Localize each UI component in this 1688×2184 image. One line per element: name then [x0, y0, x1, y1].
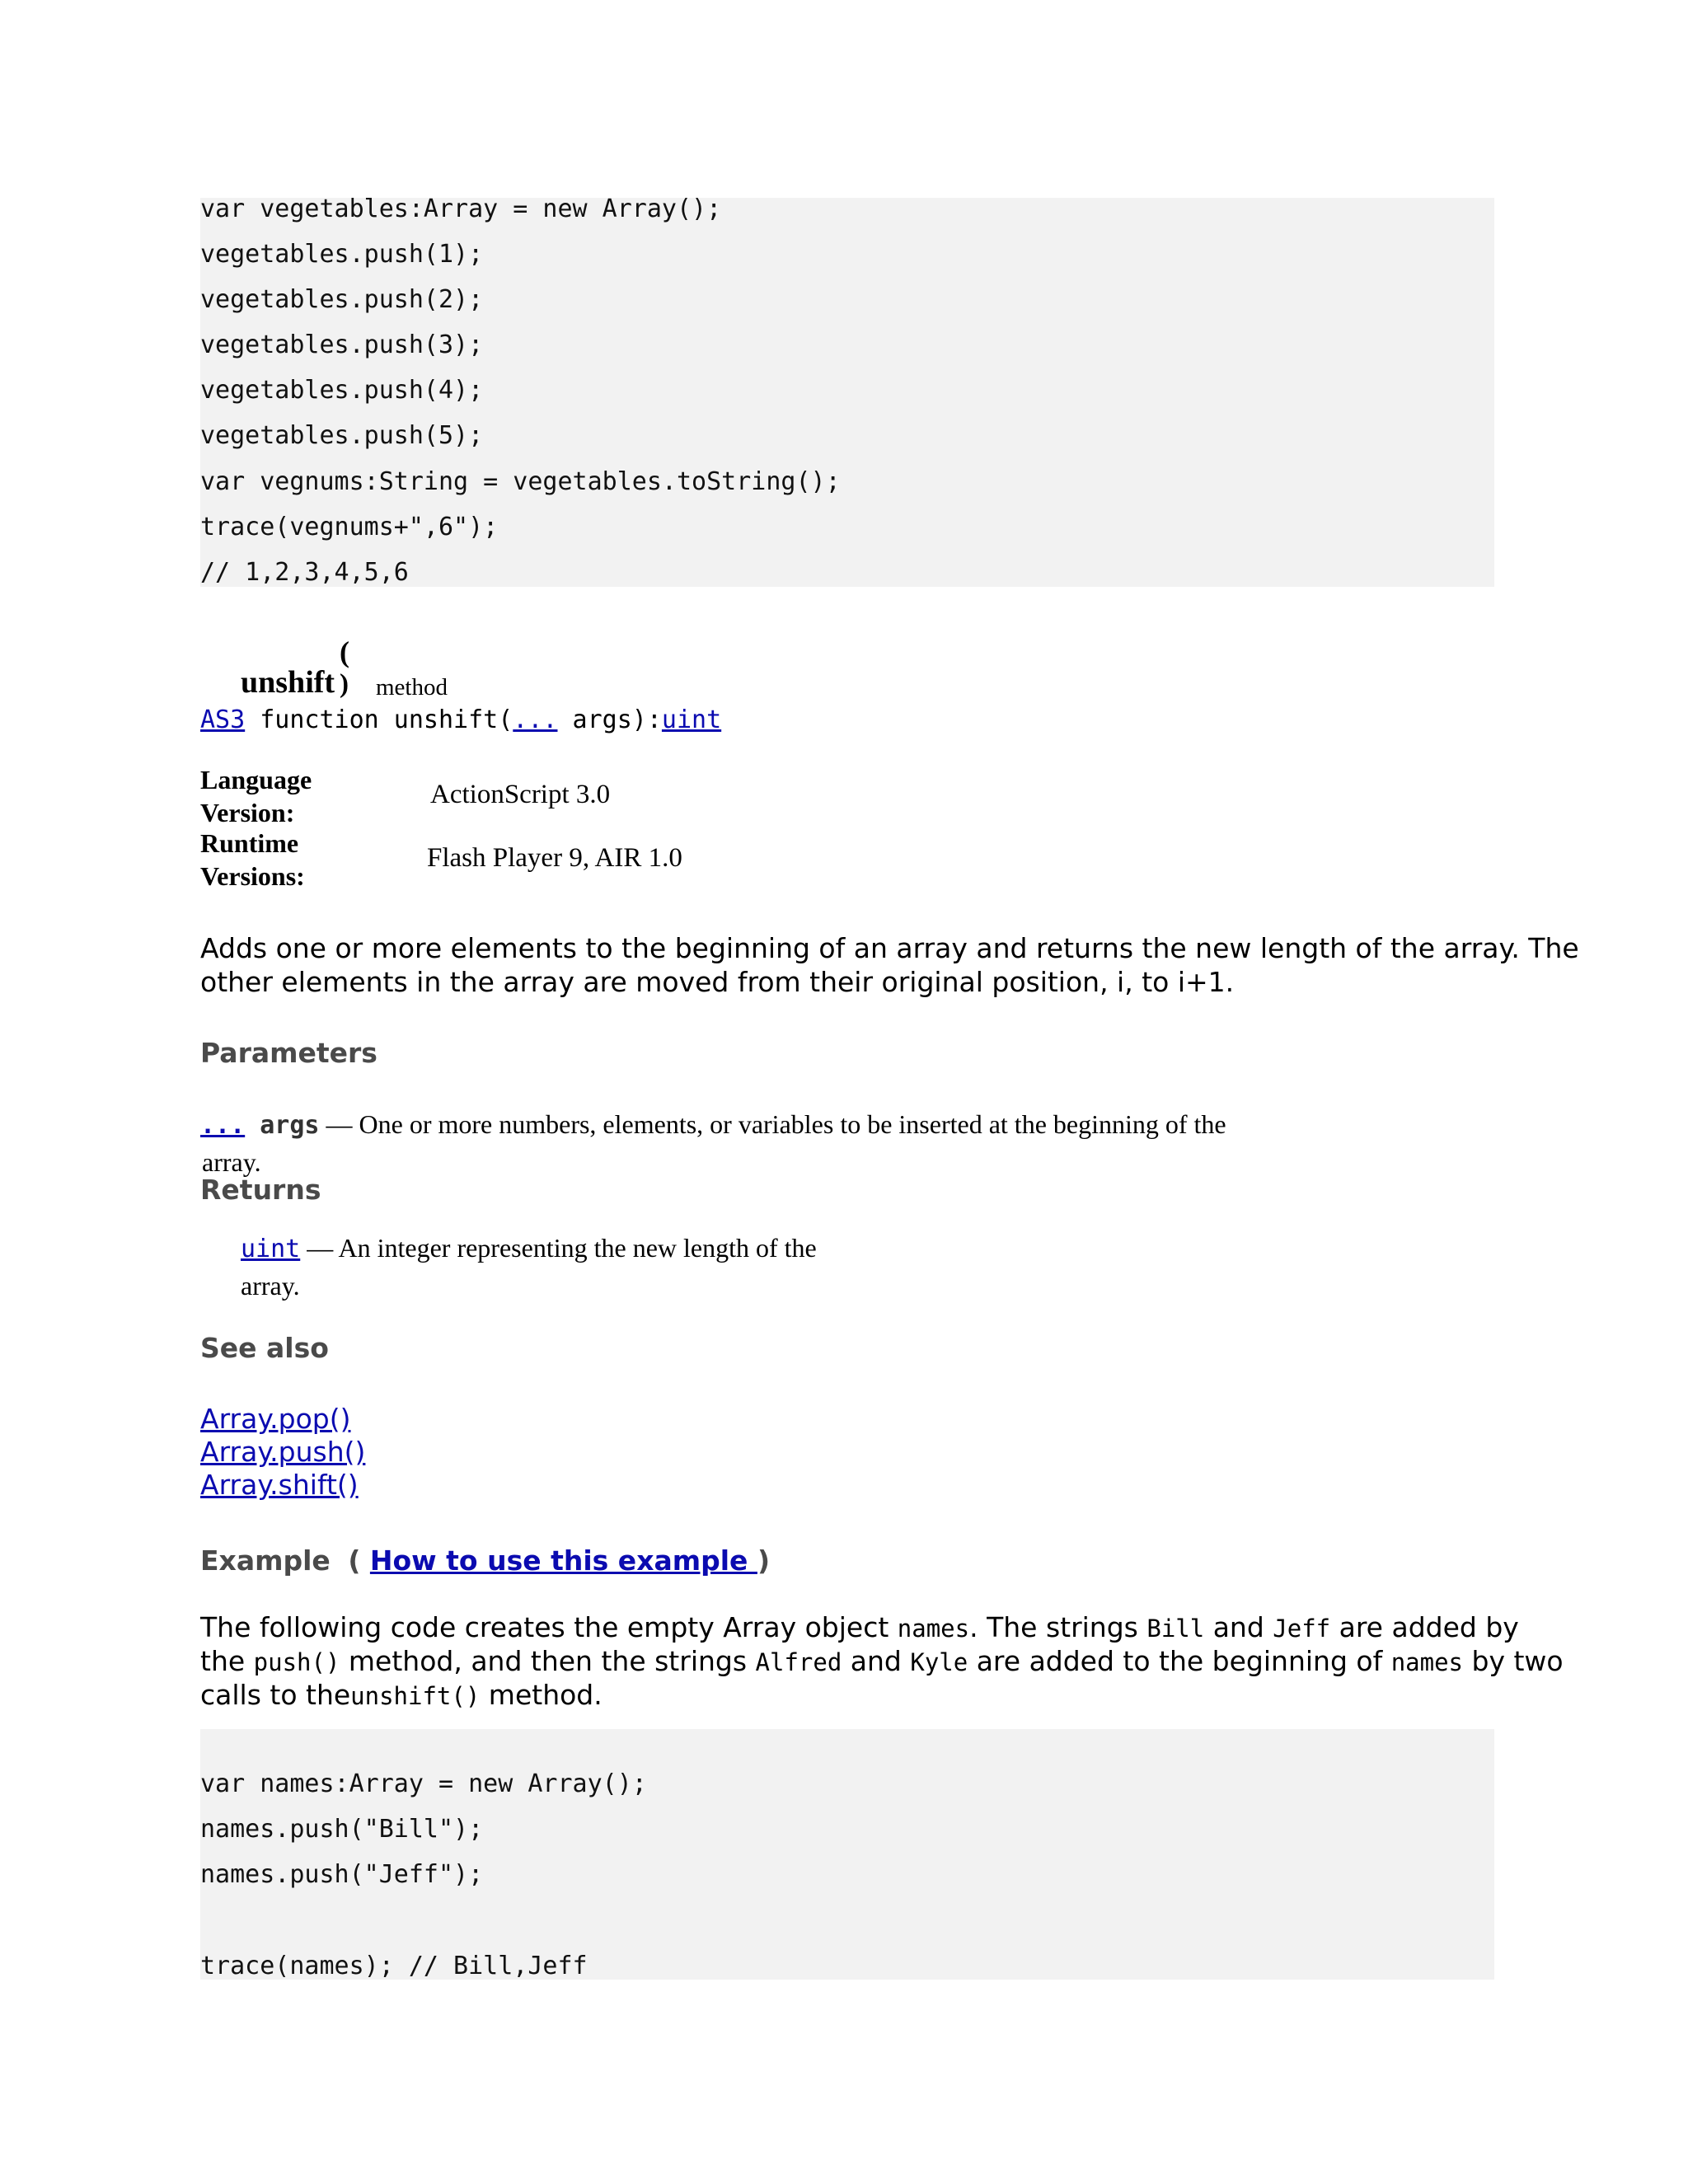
description-line: Adds one or more elements to the beginning of an array and returns the new length of the array. The — [200, 932, 1579, 964]
label-line: Runtime — [200, 828, 299, 858]
parameter-entry — [200, 1108, 1226, 1179]
code-line: vegetables.push(1); — [200, 240, 484, 269]
code-line: var vegnums:String = vegetables.toString(); — [200, 467, 841, 496]
code-line: names.push("Jeff"); — [200, 1860, 484, 1889]
code-line: trace(vegnums+",6"); — [200, 513, 499, 541]
returns-heading: Returns — [200, 1174, 321, 1206]
uint-return-link[interactable]: uint — [661, 705, 722, 734]
code-line: names.push("Bill"); — [200, 1815, 484, 1844]
code-block-vegetables — [200, 194, 1494, 587]
inline-code: names — [897, 1615, 970, 1643]
code-block-names — [200, 1729, 1494, 1980]
code-line: vegetables.push(2); — [200, 285, 484, 314]
array-pop-link[interactable]: Array.pop() — [200, 1403, 351, 1435]
rest-args-link[interactable]: ... — [513, 705, 558, 734]
inline-code: Bill — [1146, 1615, 1205, 1643]
see-also-heading: See also — [200, 1332, 329, 1364]
array-push-link[interactable]: Array.push() — [200, 1436, 366, 1468]
runtime-versions-value: Flash Player 9, AIR 1.0 — [427, 843, 682, 873]
code-line: var names:Array = new Array(); — [200, 1769, 647, 1798]
example-heading: Example — [200, 1544, 331, 1577]
method-kind-label: method — [376, 674, 448, 701]
returns-description-continued: array. — [241, 1271, 300, 1301]
language-version-value: ActionScript 3.0 — [430, 780, 611, 809]
label-line: Version: — [200, 798, 295, 827]
method-paren-close: ) — [340, 669, 349, 699]
code-line: var vegetables:Array = new Array(); — [200, 194, 722, 223]
example-line: calls to theunshift() method. — [200, 1679, 603, 1711]
method-paren-open: ( — [340, 635, 349, 668]
example-heading-row — [200, 1544, 770, 1577]
example-line: the push() method, and then the strings Alfred and Kyle are added to the beginning of names by two — [200, 1645, 1564, 1677]
example-paren-close: ) — [757, 1544, 771, 1577]
language-version-label — [200, 763, 312, 829]
code-line: vegetables.push(5); — [200, 421, 484, 450]
inline-code: Jeff — [1273, 1615, 1331, 1643]
see-also-links — [200, 1403, 365, 1502]
as3-namespace-link[interactable]: AS3 — [200, 705, 246, 734]
returns-entry — [241, 1231, 817, 1302]
code-line: vegetables.push(3); — [200, 330, 484, 359]
array-shift-link[interactable]: Array.shift() — [200, 1469, 359, 1501]
runtime-versions-label — [200, 827, 305, 893]
method-signature — [200, 705, 721, 735]
inline-code: Alfred — [755, 1648, 842, 1676]
signature-text: args): — [557, 705, 662, 734]
method-description — [200, 931, 1579, 999]
example-line: The following code creates the empty Array object names. The strings Bill and Jeff are added by — [200, 1611, 1519, 1643]
param-description-continued: array. — [202, 1147, 261, 1177]
param-description: — One or more numbers, elements, or variables to be inserted at the beginning of the — [319, 1109, 1226, 1139]
inline-code: push() — [253, 1648, 340, 1676]
rest-args-param-link[interactable]: ... — [200, 1111, 246, 1140]
signature-text: function unshift( — [245, 705, 513, 734]
uint-type-link[interactable]: uint — [241, 1235, 301, 1263]
code-line: // 1,2,3,4,5,6 — [200, 558, 409, 587]
inline-code: unshift() — [350, 1682, 481, 1710]
method-name: unshift — [241, 665, 335, 700]
label-line: Versions: — [200, 861, 305, 891]
example-description — [200, 1611, 1564, 1713]
inline-code: Kyle — [910, 1648, 968, 1676]
inline-code: names — [1390, 1648, 1464, 1676]
code-line: trace(names); // Bill,Jeff — [200, 1952, 588, 1980]
returns-description: — An integer representing the new length of the — [300, 1233, 817, 1263]
example-paren-open: ( — [348, 1544, 370, 1577]
description-line: other elements in the array are moved from their original position, i, to i+1. — [200, 966, 1235, 998]
how-to-use-example-link[interactable]: How to use this example — [369, 1544, 757, 1577]
param-name: args — [245, 1111, 320, 1140]
parameters-heading: Parameters — [200, 1037, 377, 1069]
label-line: Language — [200, 765, 312, 794]
code-line: vegetables.push(4); — [200, 376, 484, 405]
